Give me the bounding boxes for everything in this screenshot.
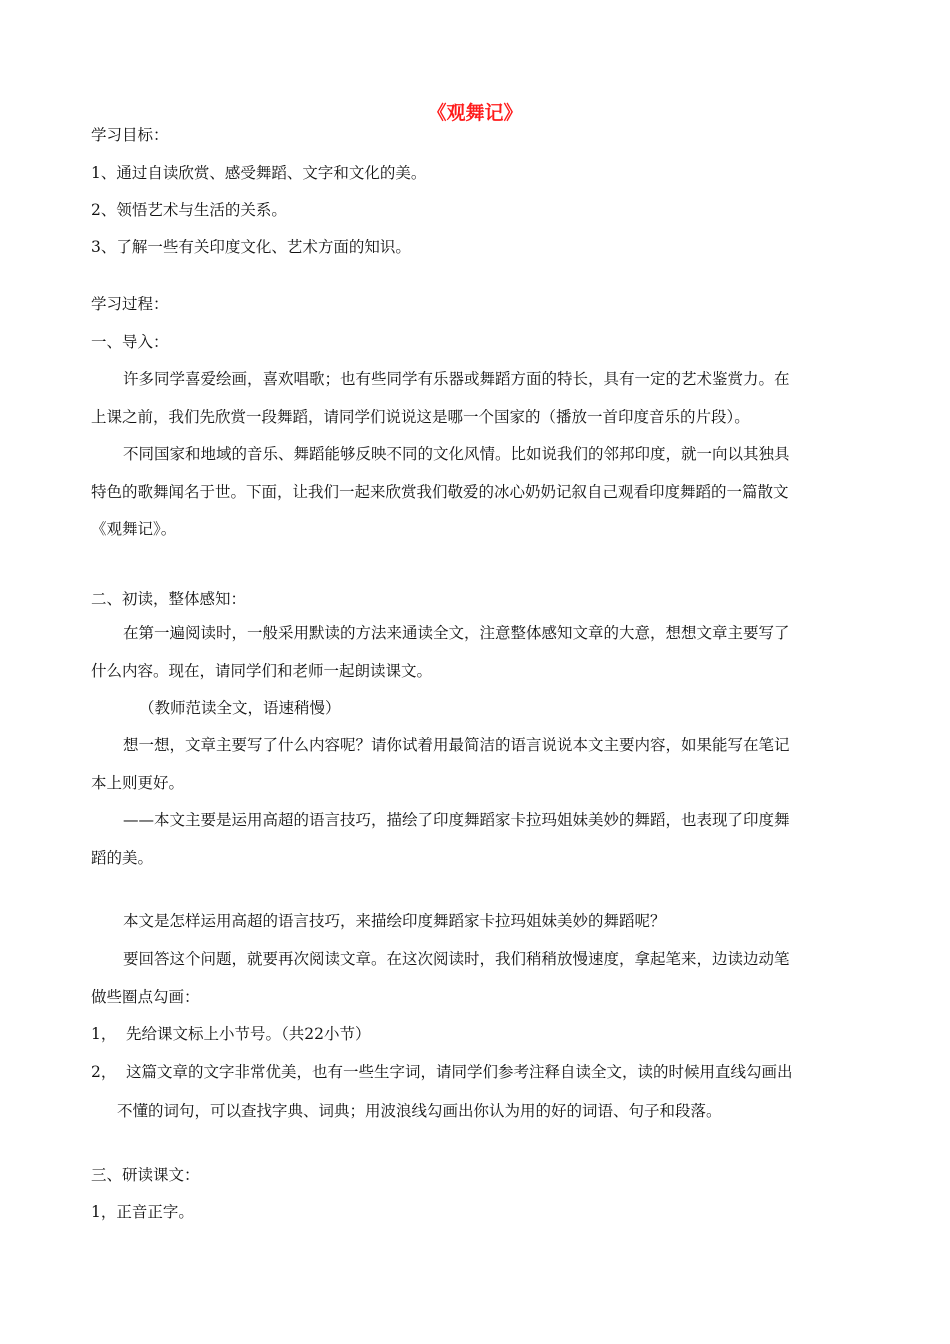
section2-paragraph2-line2: 本上则更好。 <box>91 774 185 792</box>
section2-question: 本文是怎样运用高超的语言技巧，来描绘印度舞蹈家卡拉玛姐妹美妙的舞蹈呢？ <box>123 912 666 930</box>
list-item-number: 2， <box>91 1063 117 1081</box>
list-item: 这篇文章的文字非常优美，也有一些生字词，请同学们参考注释自读全文，读的时候用直线勾画出 <box>126 1063 793 1081</box>
objective-1: 1、通过自读欣赏、感受舞蹈、文字和文化的美。 <box>91 164 427 182</box>
section1-paragraph2-line2: 特色的歌舞闻名于世。下面，让我们一起来欣赏我们敬爱的冰心奶奶记叙自己观看印度舞蹈的一篇散文 <box>91 483 789 501</box>
list-item: 先给课文标上小节号。（共22小节） <box>126 1025 371 1043</box>
section1-paragraph1-line2: 上课之前，我们先欣赏一段舞蹈，请同学们说说这是哪一个国家的（播放一首印度音乐的片段）。 <box>91 408 750 426</box>
document-title: 《观舞记》 <box>427 102 523 124</box>
section1-paragraph2-line3: 《观舞记》。 <box>91 520 177 538</box>
objective-2: 2、领悟艺术与生活的关系。 <box>91 201 287 219</box>
objectives-heading: 学习目标： <box>91 126 169 144</box>
section2-paragraph3-line2: 蹈的美。 <box>91 849 154 867</box>
section1-paragraph1-line1: 许多同学喜爱绘画，喜欢唱歌；也有些同学有乐器或舞蹈方面的特长，具有一定的艺术鉴赏力。在 <box>123 370 790 388</box>
section1-heading: 一、导入： <box>91 333 169 351</box>
section3-item-1: 1，正音正字。 <box>91 1203 194 1221</box>
section2-paragraph5-line2: 做些圈点勾画： <box>91 988 200 1006</box>
section2-paragraph2-line1: 想一想，文章主要写了什么内容呢？请你试着用最简洁的语言说说本文主要内容，如果能写在笔记 <box>123 736 790 754</box>
section2-heading: 二、初读，整体感知： <box>91 590 247 608</box>
section3-heading: 三、研读课文： <box>91 1166 200 1184</box>
section2-paragraph3-line1: ——本文主要是运用高超的语言技巧，描绘了印度舞蹈家卡拉玛姐妹美妙的舞蹈，也表现了印度舞 <box>123 811 790 829</box>
process-heading: 学习过程： <box>91 295 169 313</box>
section2-paragraph5-line1: 要回答这个问题，就要再次阅读文章。在这次阅读时，我们稍稍放慢速度，拿起笔来，边读边动笔 <box>123 950 790 968</box>
list-item-continuation: 不懂的词句，可以查找字典、词典；用波浪线勾画出你认为用的好的词语、句子和段落。 <box>117 1102 722 1120</box>
objective-3: 3、了解一些有关印度文化、艺术方面的知识。 <box>91 238 411 256</box>
section2-note: （教师范读全文，语速稍慢） <box>139 699 341 717</box>
section2-paragraph1-line1: 在第一遍阅读时，一般采用默读的方法来通读全文，注意整体感知文章的大意，想想文章主要写了 <box>123 624 790 642</box>
section2-paragraph1-line2: 什么内容。现在，请同学们和老师一起朗读课文。 <box>91 662 433 680</box>
list-item-number: 1， <box>91 1025 117 1043</box>
section1-paragraph2-line1: 不同国家和地域的音乐、舞蹈能够反映不同的文化风情。比如说我们的邻邦印度，就一向以其独具 <box>123 445 790 463</box>
